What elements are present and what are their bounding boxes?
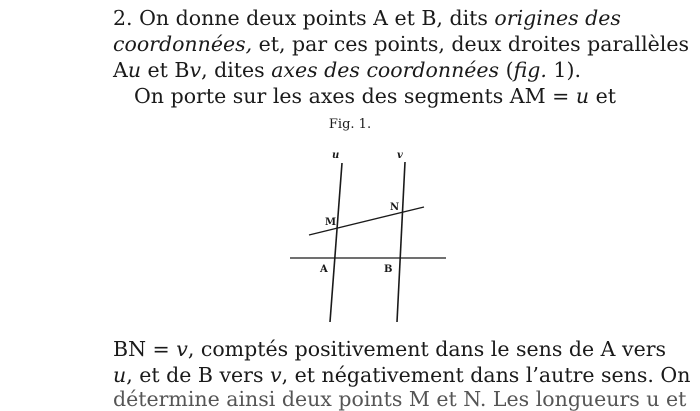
italic-term-axes: axes des coordonnées <box>271 58 500 82</box>
italic-fig-ref: fig. <box>513 58 547 82</box>
italic-var-u: u <box>127 58 142 82</box>
text-span: et B <box>141 58 190 82</box>
label-u: u <box>332 150 340 161</box>
label-v: v <box>397 150 403 161</box>
italic-var-v: v <box>270 363 282 387</box>
italic-var-u: u <box>575 84 590 108</box>
text-span: BN = <box>113 337 177 361</box>
italic-var-v: v <box>189 58 202 82</box>
label-a: A <box>320 264 328 275</box>
text-span: , et de B vers <box>126 363 271 387</box>
figure-caption: Fig. 1. <box>328 117 372 132</box>
text-span: et, par ces points, deux droites parallèles <box>252 32 689 56</box>
text-span: A <box>113 58 128 82</box>
text-span: , et négativement dans l’autre sens. On <box>281 363 691 387</box>
italic-var-u: u <box>113 363 127 387</box>
axis-u-line <box>330 163 342 322</box>
axis-v-line <box>397 162 405 322</box>
text-span: et <box>589 84 617 108</box>
text-span: , dites <box>201 58 272 82</box>
label-b: B <box>384 264 393 275</box>
label-n: N <box>390 202 400 213</box>
label-m: M <box>325 217 337 228</box>
italic-term-origines: origines des <box>494 6 621 30</box>
text-span: On porte sur les axes des segments AM = <box>134 84 576 108</box>
text-line-7-cut: détermine ainsi deux points M et N. Les longueurs u et <box>113 387 687 411</box>
text-span: 2. On donne deux points A et B, dits <box>113 6 495 30</box>
italic-var-v: v <box>176 337 188 361</box>
text-span: , comptés positivement dans le sens de A vers <box>187 337 667 361</box>
text-span: 1). <box>546 58 581 82</box>
italic-term-coordonnees: coordonnées, <box>113 32 253 56</box>
text-span: ( <box>499 58 514 82</box>
text-line-5 <box>113 337 667 361</box>
text-line-6 <box>113 363 691 387</box>
